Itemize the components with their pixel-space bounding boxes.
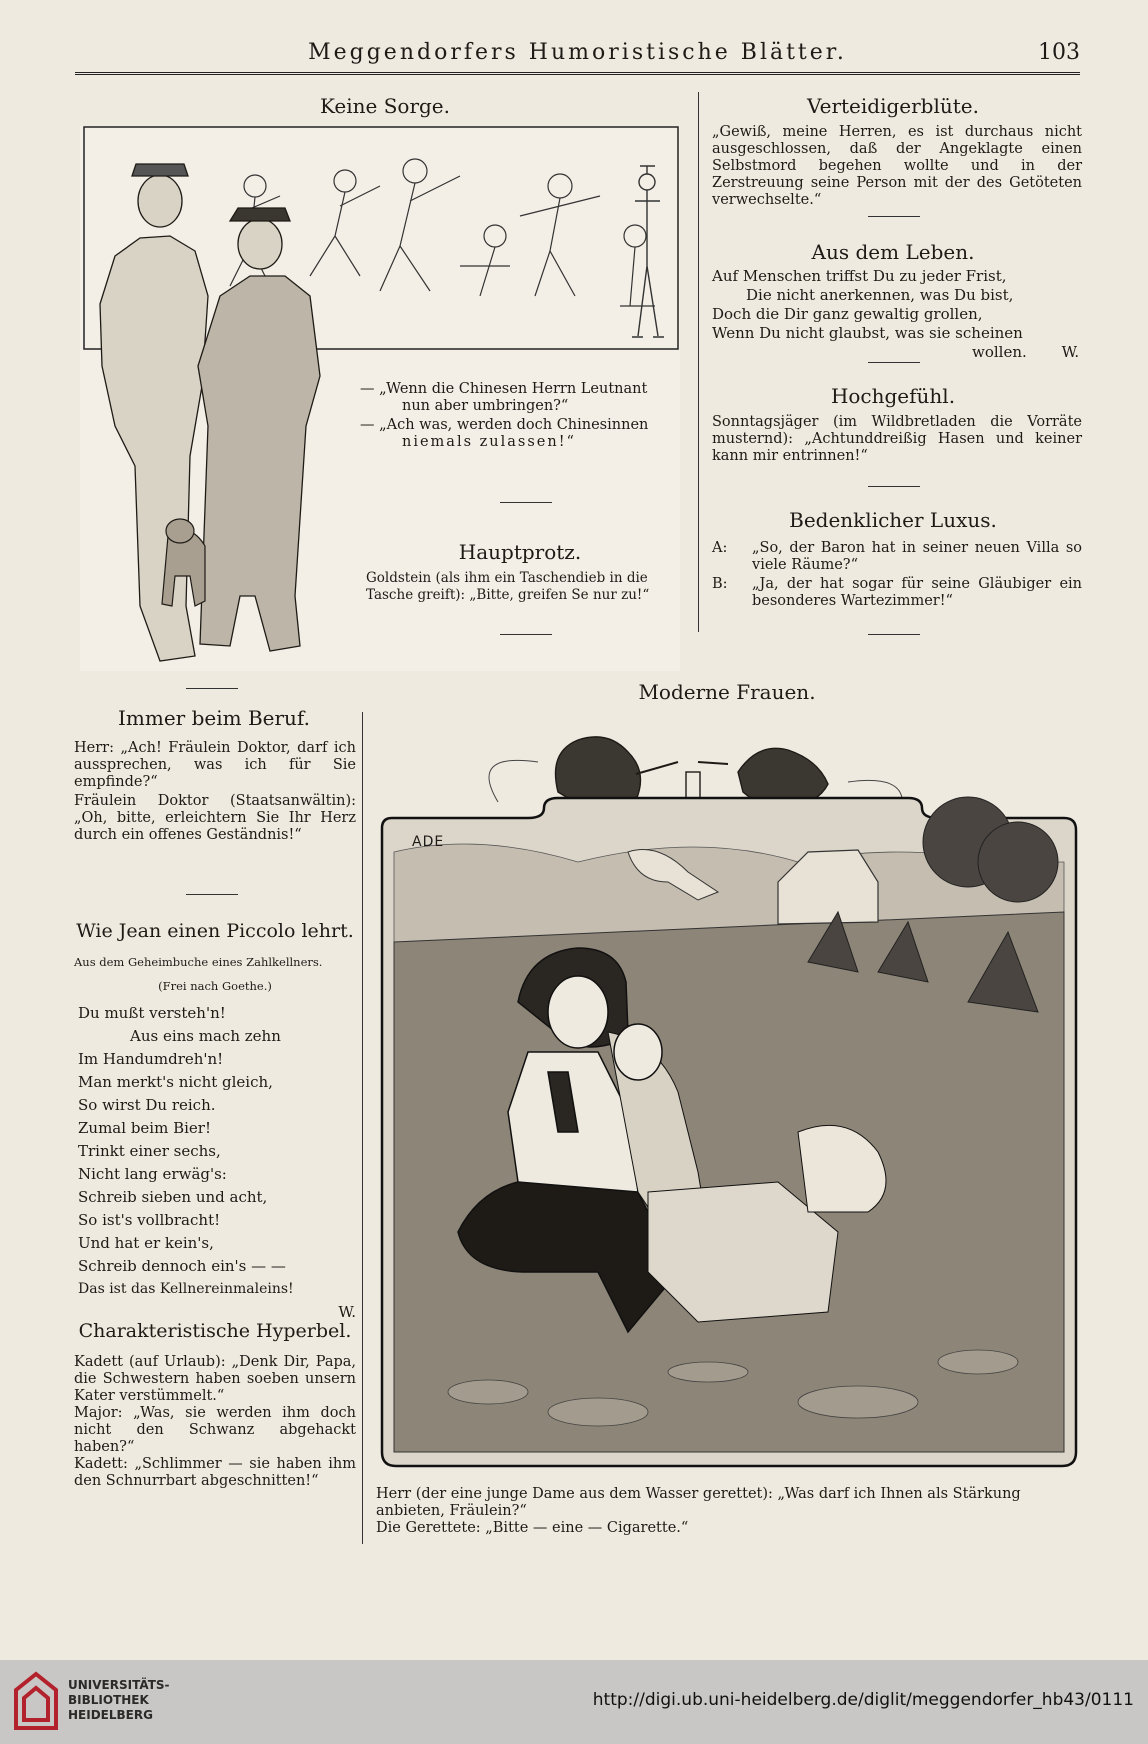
verse-line: Und hat er kein's, xyxy=(78,1234,214,1252)
signature: W. xyxy=(338,1303,356,1321)
verteidigerbluete-text: „Gewiß, meine Herren, es ist durchaus nicht ausgeschlossen, daß der Angeklagte einen Selbstmord begehen wollte und in der Zerstreuung seine Person mit der des Getöteten verwechselte.“ xyxy=(712,124,1082,208)
page-number: 103 xyxy=(1038,40,1080,65)
speaker-a: A: xyxy=(712,540,728,556)
page-header xyxy=(75,38,1080,72)
separator xyxy=(186,894,238,895)
separator xyxy=(500,502,552,503)
library-line-3: HEIDELBERG xyxy=(68,1708,153,1722)
verse-line: Nicht lang erwäg's: xyxy=(78,1165,227,1183)
dialog-line-1: — „Wenn die Chinesen Herrn Leutnant xyxy=(360,381,648,397)
verse-line: Schreib dennoch ein's — — xyxy=(78,1257,286,1275)
verse-line: Trinkt einer sechs, xyxy=(78,1142,221,1160)
aus-dem-leben-verse xyxy=(712,267,1082,362)
verse-line: Zumal beim Bier! xyxy=(78,1119,211,1137)
verse-line: Du mußt versteh'n! xyxy=(78,1004,226,1022)
verse-line: Man merkt's nicht gleich, xyxy=(78,1073,273,1091)
artist-signature: ADE xyxy=(412,834,445,850)
wie-jean-verse xyxy=(78,1002,356,1324)
caption-herr: Herr (der eine junge Dame aus dem Wasser gerettet): „Was darf ich Ihnen als Stärkung anbieten, Fräulein?“ xyxy=(376,1486,1021,1519)
moderne-frauen-caption xyxy=(376,1486,1082,1537)
verse-line: Schreib sieben und acht, xyxy=(78,1188,268,1206)
verse-line: Doch die Dir ganz gewaltig grollen, xyxy=(712,305,983,323)
separator xyxy=(868,362,920,363)
verteidigerbluete-title: Verteidigerblüte. xyxy=(807,94,979,118)
separator xyxy=(868,486,920,487)
source-url-link[interactable]: http://digi.ub.uni-heidelberg.de/diglit/meggendorfer_hb43/0111 xyxy=(592,1690,1134,1710)
keine-sorge-title: Keine Sorge. xyxy=(319,94,450,118)
hauptprotz-line-2: Tasche greift): „Bitte, greifen Se nur zu!“ xyxy=(366,587,650,603)
header-rule xyxy=(75,72,1080,75)
bedenklicher-luxus-dialog xyxy=(712,540,1082,610)
moderne-frauen-illustration xyxy=(378,712,1082,1470)
speaker-b: B: xyxy=(712,576,728,592)
hauptprotz-line-1: Goldstein (als ihm ein Taschendieb in die xyxy=(366,570,648,586)
column-divider-bottom xyxy=(362,712,363,1544)
separator xyxy=(186,688,238,689)
verse-line: Im Handumdreh'n! xyxy=(78,1050,224,1068)
magazine-title: Meggendorfers Humoristische Blätter. xyxy=(308,40,847,65)
library-line-2: BIBLIOTHEK xyxy=(68,1693,149,1707)
hochgefuehl-text: Sonntagsjäger (im Wildbretladen die Vorräte musternd): „Achtunddreißig Hasen und keiner kann mir entrinnen!“ xyxy=(712,414,1082,464)
library-name xyxy=(68,1678,170,1723)
separator xyxy=(500,634,552,635)
verse-line: Die nicht anerkennen, was Du bist, xyxy=(746,286,1014,304)
aus-dem-leben-title: Aus dem Leben. xyxy=(811,240,975,264)
bedenklicher-luxus-title: Bedenklicher Luxus. xyxy=(789,508,997,532)
dialog-kadett-1: Kadett (auf Urlaub): „Denk Dir, Papa, die Schwestern haben soeben unsern Kater verstümmelt.“ xyxy=(74,1354,356,1404)
dialog-line-3: — „Ach was, werden doch Chinesinnen xyxy=(360,417,649,433)
dialog-line-4: niemals zulassen!“ xyxy=(402,434,576,450)
verse-line: Das ist das Kellnereinmaleins! xyxy=(78,1281,294,1297)
dialog-fraeulein: Fräulein Doktor (Staatsanwältin): „Oh, bitte, erleichtern Sie Ihr Herz durch ein offenes Geständnis!“ xyxy=(74,793,356,843)
speaker-b-text: „Ja, der hat sogar für seine Gläubiger ein besonderes Wartezimmer!“ xyxy=(752,576,1082,609)
hyperbel-dialog xyxy=(74,1354,356,1490)
hyperbel-title: Charakteristische Hyperbel. xyxy=(78,1320,352,1342)
immer-beim-beruf-dialog xyxy=(74,740,356,844)
verse-line: So ist's vollbracht! xyxy=(78,1211,221,1229)
hauptprotz-title: Hauptprotz. xyxy=(458,540,582,564)
wie-jean-title: Wie Jean einen Piccolo lehrt. xyxy=(76,920,354,942)
immer-beim-beruf-title: Immer beim Beruf. xyxy=(118,706,310,730)
signature: W. xyxy=(1061,343,1080,361)
verse-line: Wenn Du nicht glaubst, was sie scheinen xyxy=(712,324,1023,342)
wie-jean-subtitle: Aus dem Geheimbuche eines Zahlkellners. xyxy=(74,955,323,969)
library-line-1: UNIVERSITÄTS- xyxy=(68,1678,170,1692)
verse-line: So wirst Du reich. xyxy=(78,1096,216,1114)
keine-sorge-dialog xyxy=(360,381,680,451)
library-logo-icon xyxy=(12,1670,60,1734)
caption-gerettete: Die Gerettete: „Bitte — eine — Cigarette.“ xyxy=(376,1520,689,1536)
column-divider-top xyxy=(698,92,699,632)
verse-line: Aus eins mach zehn xyxy=(130,1027,281,1045)
dialog-major: Major: „Was, sie werden ihm doch nicht den Schwanz abgehackt haben?“ xyxy=(74,1405,356,1455)
dialog-kadett-2: Kadett: „Schlimmer — sie haben ihm den Schnurrbart abgeschnitten!“ xyxy=(74,1456,356,1489)
speaker-a-text: „So, der Baron hat in seiner neuen Villa so viele Räume?“ xyxy=(752,540,1082,573)
separator xyxy=(868,216,920,217)
verse-line: wollen. xyxy=(972,343,1027,361)
separator xyxy=(868,634,920,635)
hochgefuehl-title: Hochgefühl. xyxy=(830,384,956,408)
moderne-frauen-title: Moderne Frauen. xyxy=(638,680,816,704)
dialog-line-2: nun aber umbringen?“ xyxy=(402,398,569,414)
library-footer xyxy=(0,1660,1148,1744)
wie-jean-note: (Frei nach Goethe.) xyxy=(158,979,272,993)
hauptprotz-text xyxy=(366,570,682,604)
dialog-herr: Herr: „Ach! Fräulein Doktor, darf ich aussprechen, was ich für Sie empfinde?“ xyxy=(74,740,356,790)
verse-line: Auf Menschen triffst Du zu jeder Frist, xyxy=(712,267,1007,285)
